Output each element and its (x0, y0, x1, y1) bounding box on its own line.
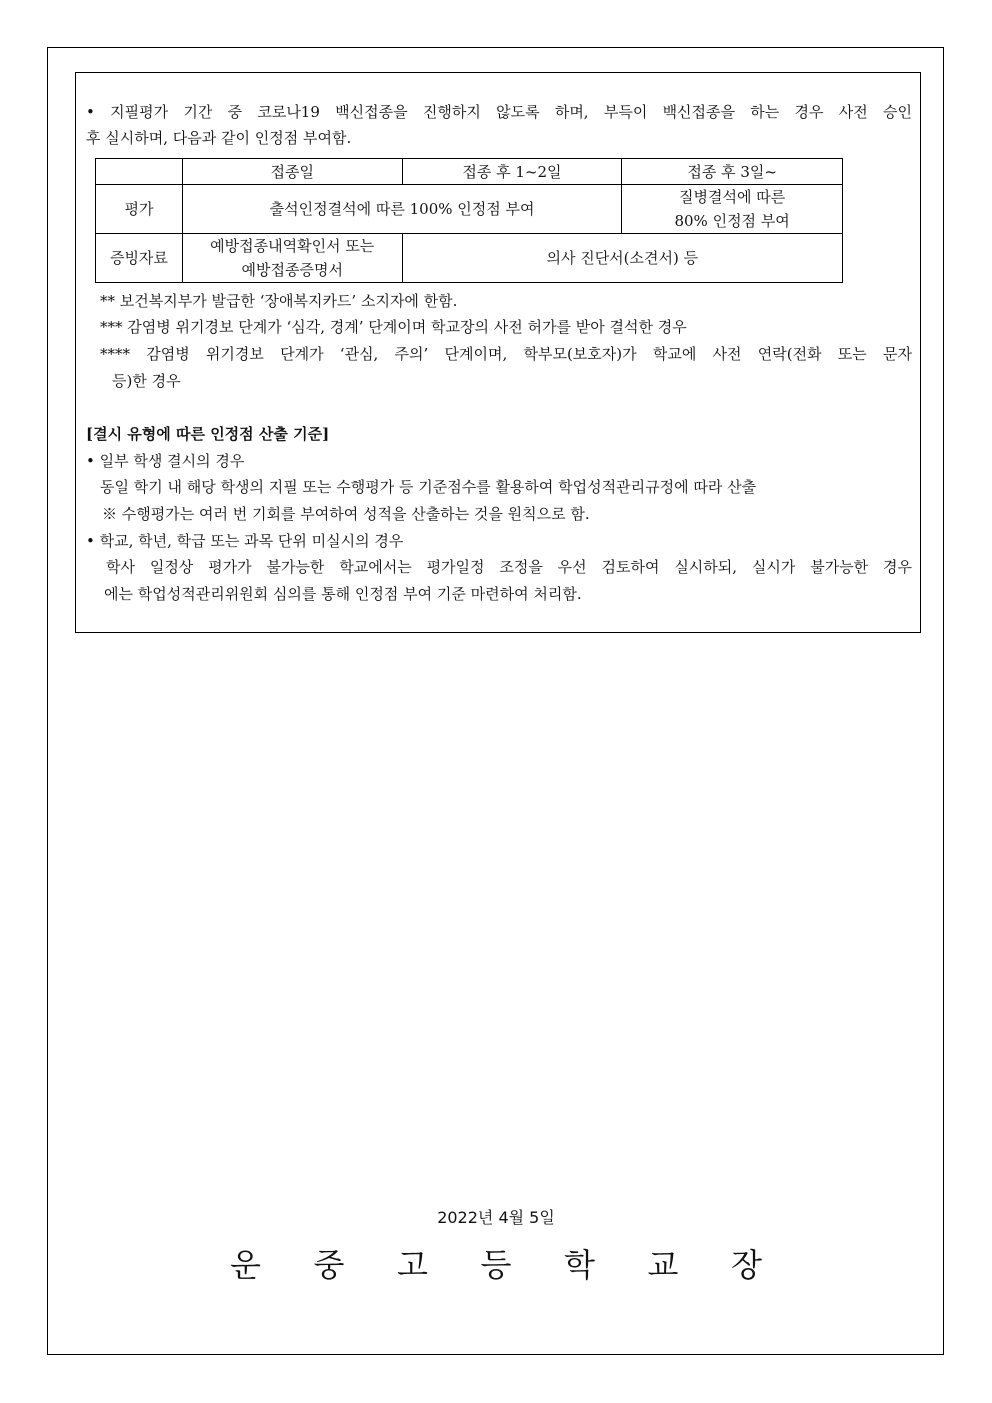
table-header-row (96, 159, 843, 185)
intro-line-2: 후 실시하며, 다음과 같이 인정점 부여함. (86, 129, 352, 147)
unit-not-held-line-2: 에는 학업성적관리위원회 심의를 통해 인정점 부여 기준 마련하여 처리함. (104, 585, 582, 603)
signer-char: 운 (230, 1246, 261, 1284)
signer-name (230, 1240, 762, 1286)
note-quad-star-line-2: 등)한 경우 (112, 372, 181, 390)
partial-absence-note: ※ 수행평가는 여러 번 기회를 부여하여 성적을 산출하는 것을 원칙으로 함. (102, 505, 590, 523)
evidence-vaccination-cert (182, 234, 402, 283)
signer-char: 중 (313, 1246, 345, 1284)
table-row-evidence (96, 234, 843, 283)
vaccination-cert-line-1: 예방접종내역확인서 또는 (210, 237, 375, 255)
signer-char: 고 (397, 1246, 428, 1284)
illness-credit-line-2: 80% 인정점 부여 (674, 212, 790, 230)
evaluation-attendance-credit: 출석인정결석에 따른 100% 인정점 부여 (182, 185, 621, 234)
signer-char: 장 (731, 1246, 762, 1284)
partial-absence-text: 동일 학기 내 해당 학생의 지필 또는 수행평가 등 기준점수를 활용하여 학업성적관리규정에 따라 산출 (100, 478, 757, 496)
table-header-empty (96, 159, 183, 185)
signer-char: 등 (480, 1246, 512, 1284)
vaccination-cert-line-2: 예방접종증명서 (241, 261, 343, 279)
note-triple-star: *** 감염병 위기경보 단계가 ‘심각, 경계’ 단계이며 학교장의 사전 허가를 받아 결석한 경우 (100, 318, 687, 336)
intro-line-1: • 지필평가 기간 중 코로나19 백신접종을 진행하지 않도록 하며, 부득이 백신접종을 하는 경우 사전 승인 (86, 103, 912, 121)
table-row-evaluation (96, 185, 843, 234)
bullet-partial-absence: • 일부 학생 결시의 경우 (86, 452, 245, 470)
signer-char: 교 (647, 1246, 679, 1284)
note-quad-star-line-1: **** 감염병 위기경보 단계가 ‘관심, 주의’ 단계이며, 학부모(보호자)가 학교에 사전 연락(전화 또는 문자 (100, 345, 912, 363)
row-label-evidence: 증빙자료 (96, 234, 183, 283)
row-label-evaluation: 평가 (96, 185, 183, 234)
document-date: 2022년 4월 5일 (437, 1208, 555, 1227)
section-title: [결시 유형에 따른 인정점 산출 기준] (86, 425, 330, 443)
signer-char: 학 (564, 1246, 595, 1284)
evidence-doctor-note: 의사 진단서(소견서) 등 (402, 234, 842, 283)
evaluation-illness-credit (622, 185, 843, 234)
bullet-unit-not-held: • 학교, 학년, 학급 또는 과목 단위 미실시의 경우 (86, 532, 404, 550)
table-header-day3: 접종 후 3일~ (622, 159, 843, 185)
unit-not-held-line-1: 학사 일정상 평가가 불가능한 학교에서는 평가일정 조정을 우선 검토하여 실시하되, 실시가 불가능한 경우 (106, 558, 912, 576)
table-header-day1-2: 접종 후 1~2일 (402, 159, 622, 185)
illness-credit-line-1: 질병결석에 따른 (679, 188, 786, 206)
note-double-star: ** 보건복지부가 발급한 ‘장애복지카드’ 소지자에 한함. (100, 292, 458, 310)
table-header-vaccination-day: 접종일 (182, 159, 402, 185)
vaccination-table (95, 158, 843, 283)
